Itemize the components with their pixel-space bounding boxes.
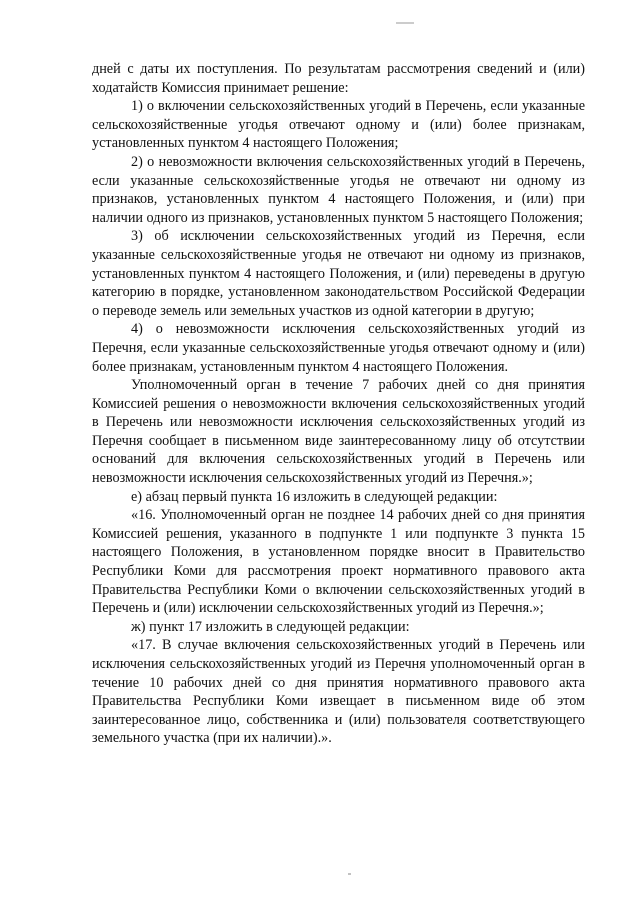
scan-mark-bottom	[348, 873, 351, 875]
paragraph-continuation: дней с даты их поступления. По результатам рассмотрения сведений и (или) ходатайств Комиссия принимает решение:	[92, 61, 585, 96]
document-body	[92, 60, 585, 748]
paragraph-amendment-e: е) абзац первый пункта 16 изложить в следующей редакции:	[131, 488, 498, 505]
scan-mark-top	[396, 22, 414, 24]
paragraph-item-3: 3) об исключении сельскохозяйственных угодий из Перечня, если указанные сельскохозяйственные угодья не отвечают ни одному из признаков, установленных пунктом 4 настоящего Положения, и (или) переведены в другую категорию в порядке, установленном законодательством Российской Федерации о переводе земель или земельных участков из одной категории в другую;	[92, 228, 585, 319]
paragraph-authorized-body: Уполномоченный орган в течение 7 рабочих дней со дня принятия Комиссией решения о невозможности включения сельскохозяйственных угодий в Перечень или невозможности исключения сельскохозяйственных угодий из Перечня сообщает в письменном виде заинтересованному лицу об отсутствии оснований для включения сельскохозяйственных угодий в Перечень или невозможности исключения сельскохозяйственных угодий из Перечня.»;	[92, 377, 585, 487]
paragraph-point-17: «17. В случае включения сельскохозяйственных угодий в Перечень или исключения сельскохозяйственных угодий из Перечня уполномоченный орган в течение 10 рабочих дней со дня принятия нормативного правового акта Правительства Республики Коми извещает в письменном виде об этом заинтересованное лицо, собственника и (или) пользователя соответствующего земельного участка (при их наличии).».	[92, 637, 585, 747]
paragraph-item-2: 2) о невозможности включения сельскохозяйственных угодий в Перечень, если указанные сельскохозяйственные угодья не отвечают ни одному из признаков, установленных пунктом 4 настоящего Положения, и (или) при наличии одного из признаков, установленных пунктом 5 настоящего Положения;	[92, 153, 585, 226]
paragraph-item-1: 1) о включении сельскохозяйственных угодий в Перечень, если указанные сельскохозяйственные угодья отвечают одному и (или) более признакам, установленных пунктом 4 настоящего Положения;	[92, 98, 585, 152]
paragraph-point-16: «16. Уполномоченный орган не позднее 14 рабочих дней со дня принятия Комиссией решения, указанного в подпункте 1 или подпункте 3 пункта 15 настоящего Положения, в установленном порядке вносит в Правительство Республики Коми для рассмотрения проект нормативного правового акта Правительства Республики Коми о включении сельскохозяйственных угодий в Перечень и (или) исключении сельскохозяйственных угодий из Перечня.»;	[92, 507, 585, 617]
paragraph-item-4: 4) о невозможности исключения сельскохозяйственных угодий из Перечня, если указанные сельскохозяйственные угодья отвечают одному и (или) более признакам, установленным пунктом 4 настоящего Положения.	[92, 321, 585, 375]
paragraph-amendment-zh: ж) пункт 17 изложить в следующей редакции:	[131, 618, 410, 635]
